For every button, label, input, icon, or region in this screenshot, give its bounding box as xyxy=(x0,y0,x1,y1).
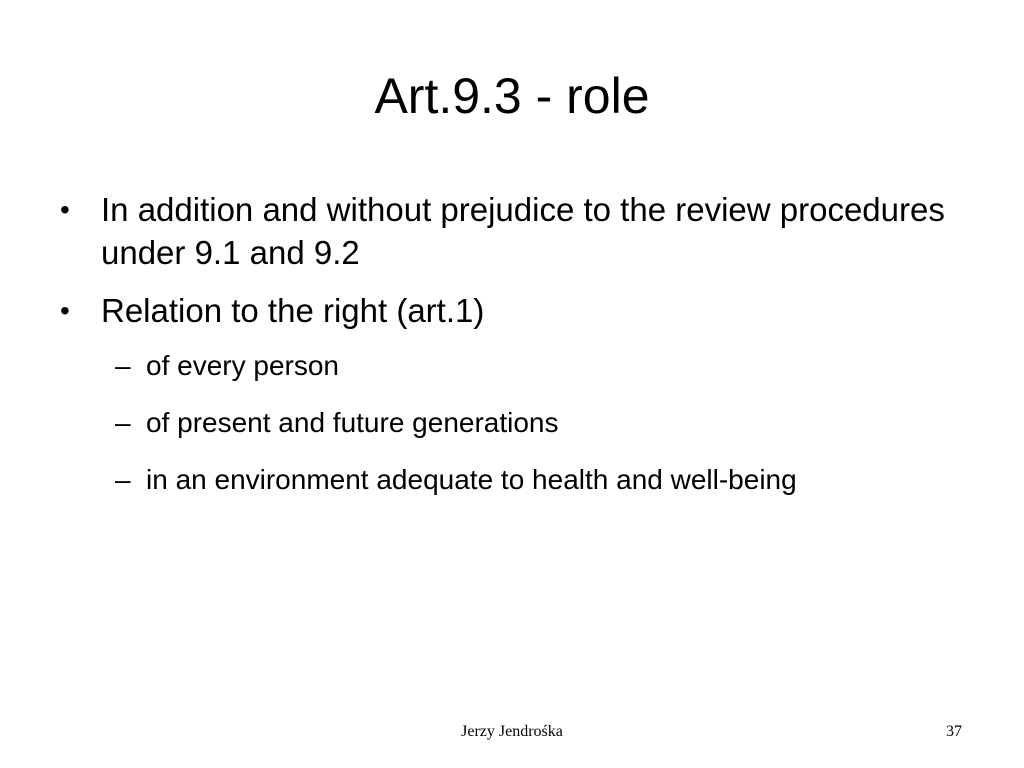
bullet-text: In addition and without prejudice to the review procedures under 9.1 and 9.2 xyxy=(101,191,945,271)
bullet-text: Relation to the right (art.1) xyxy=(101,292,485,329)
dash-icon: – xyxy=(115,350,131,381)
sub-bullet-text: of present and future generations xyxy=(146,407,559,438)
sub-bullet-item xyxy=(60,404,960,442)
bullet-item xyxy=(60,289,960,332)
sub-bullet-item xyxy=(60,461,960,499)
bullet-icon: • xyxy=(60,194,70,225)
sub-bullet-text: in an environment adequate to health and well-being xyxy=(146,464,797,495)
dash-icon: – xyxy=(115,464,131,495)
footer-author: Jerzy Jendrośka xyxy=(461,723,563,740)
slide-body xyxy=(60,188,960,518)
bullet-icon: • xyxy=(60,295,70,326)
sub-bullet-item xyxy=(60,347,960,385)
page-number: 37 xyxy=(946,723,962,740)
slide-title: Art.9.3 - role xyxy=(374,68,650,124)
bullet-item xyxy=(60,188,960,274)
dash-icon: – xyxy=(115,407,131,438)
sub-bullet-text: of every person xyxy=(146,350,339,381)
